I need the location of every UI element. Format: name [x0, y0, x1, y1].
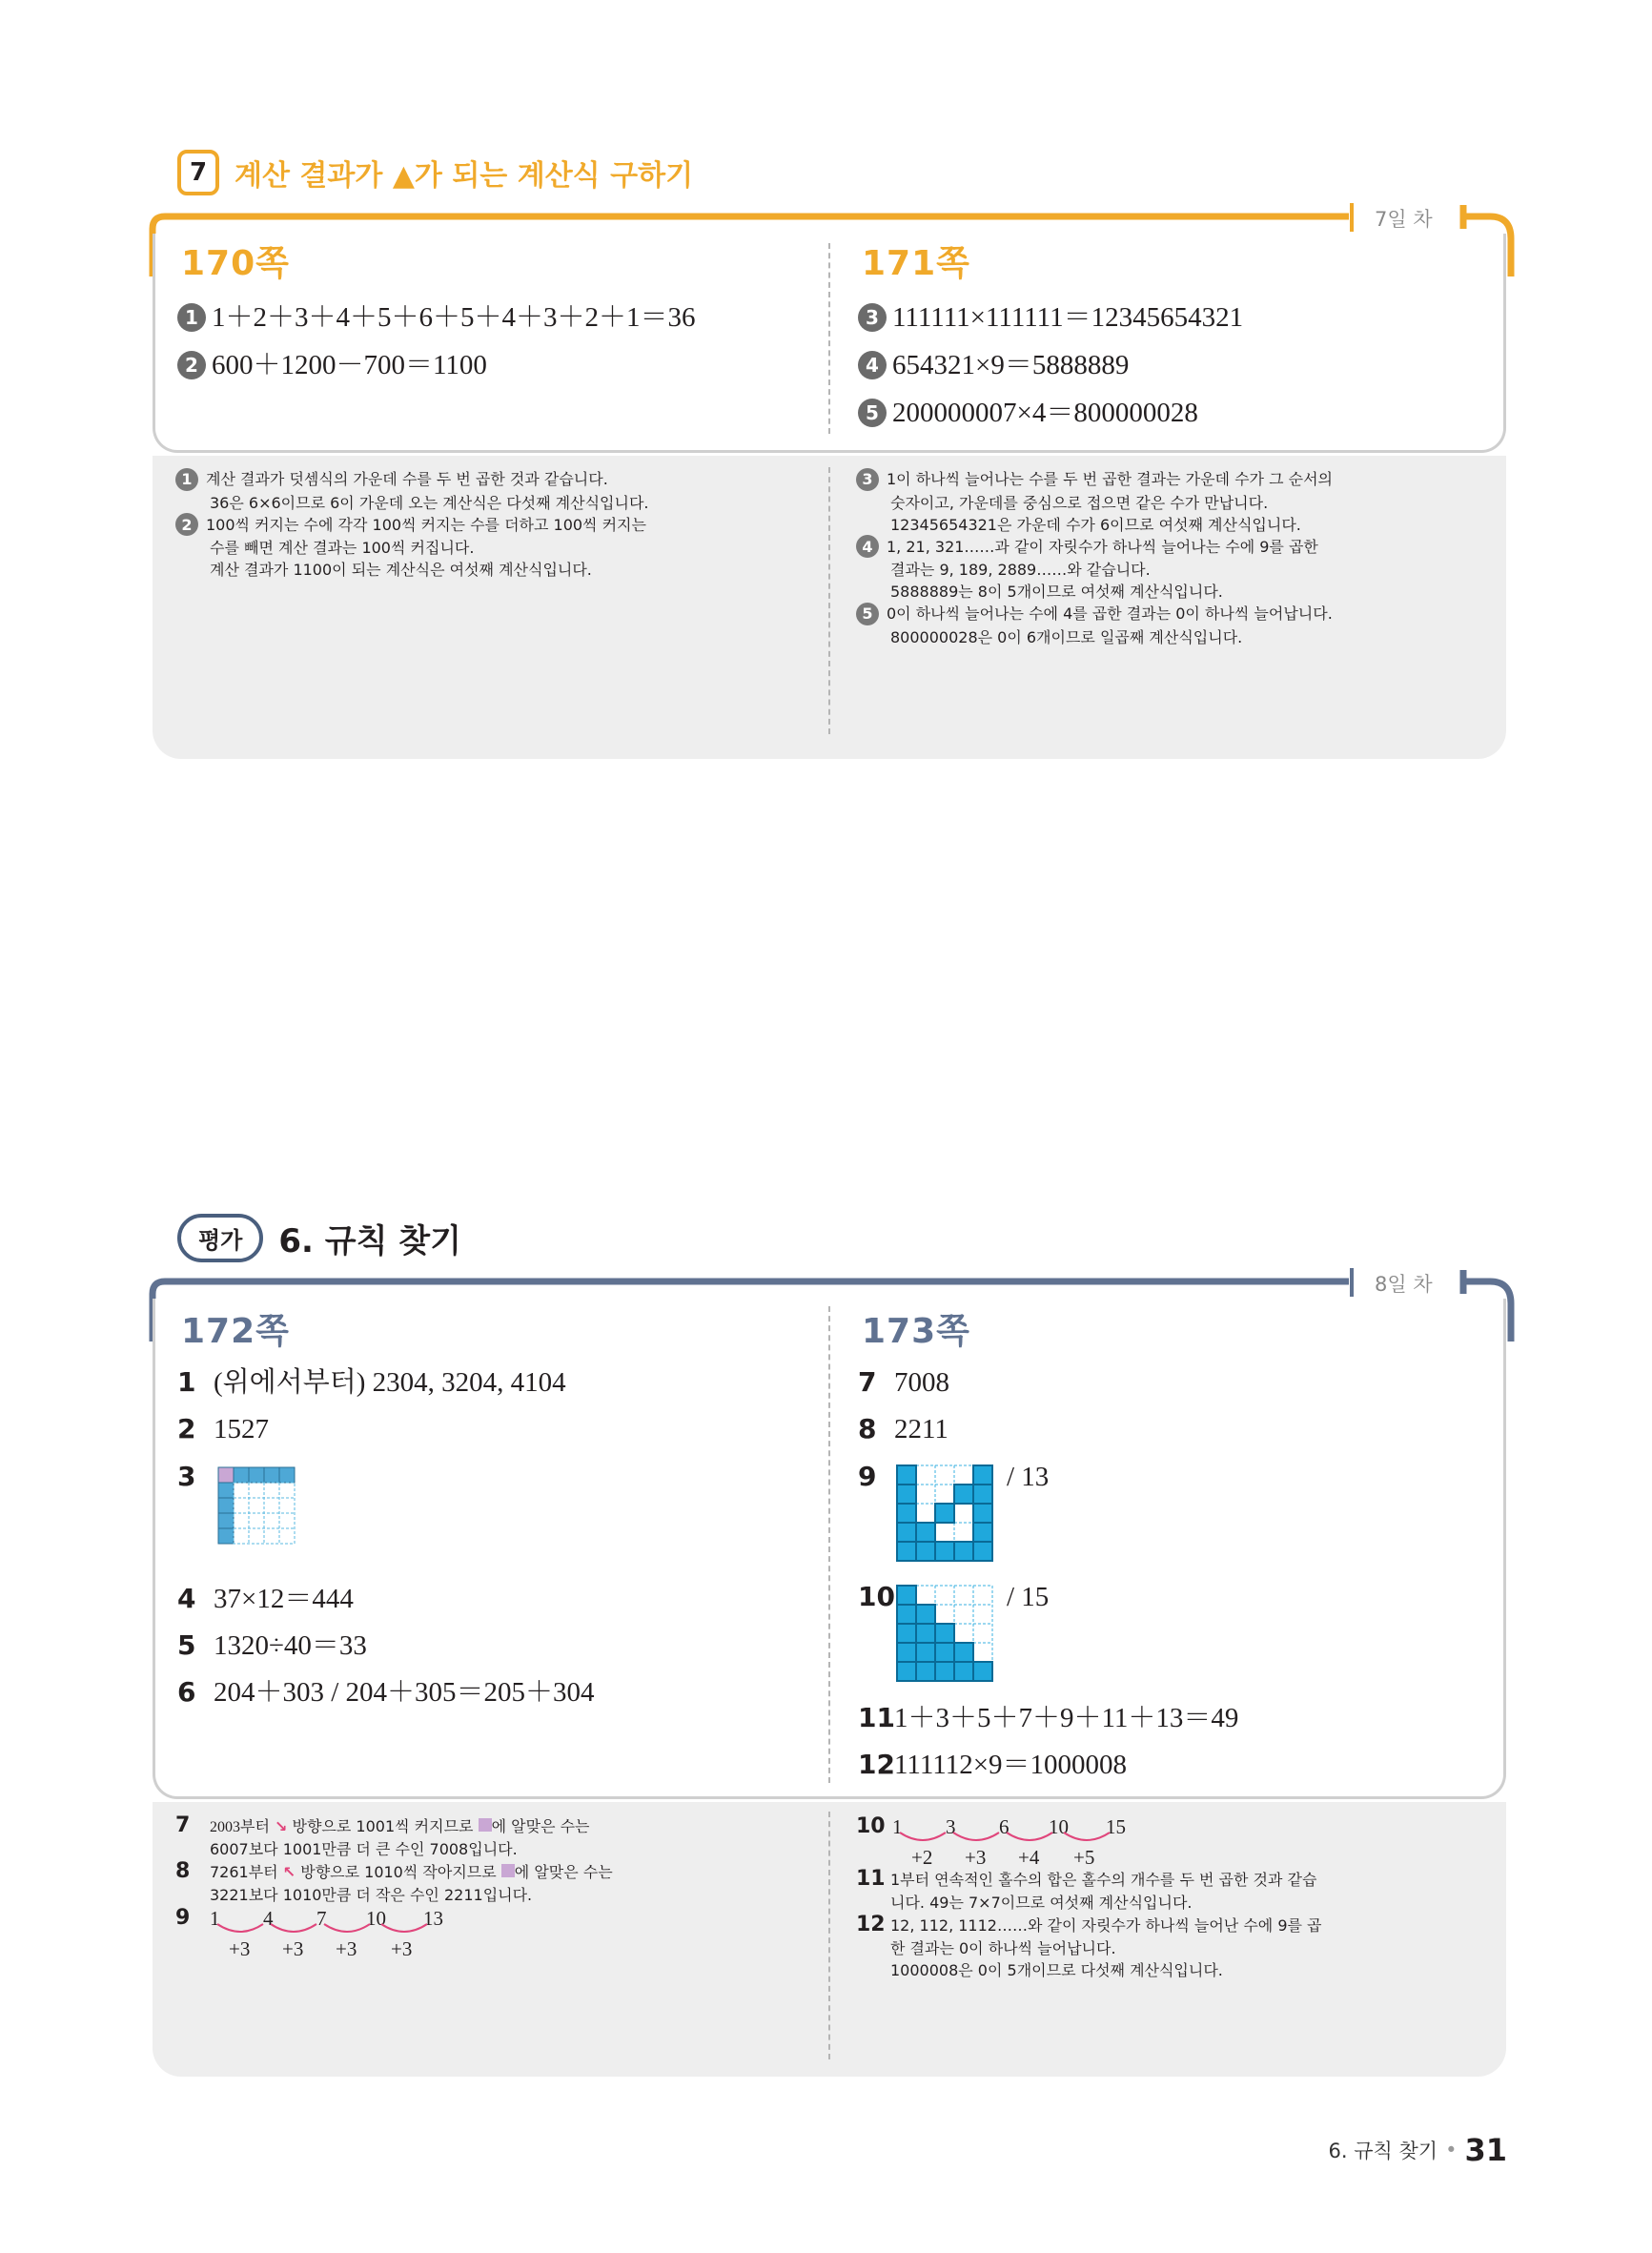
answer-item: 1 1＋2＋3＋4＋5＋6＋5＋4＋3＋2＋1＝36: [177, 294, 696, 341]
answer-item: 4 37×12＝444: [177, 1583, 354, 1614]
answer-item: 9 / 13: [858, 1461, 1050, 1492]
explanation-line: 12 12, 112, 1112……와 같이 자릿수가 하나씩 늘어난 수에 9를 곱: [856, 1913, 1322, 1936]
answer3-grid: [217, 1466, 315, 1564]
explanations-172: 7 2003부터 ↘ 방향으로 1001씩 커지므로 에 알맞은 수는 6007보다 1001만큼 더 큰 수인 7008입니다. 8 7261부터 ↖ 방향으로 1010씩 작아지므로 에 알맞은 수는 3221보다 1010만큼 더 작은 수인 2211입니다. 9 1 4 7 10 13 +3 +3 +3 +3: [175, 1813, 814, 1958]
answer-item: 1 (위에서부터) 2304, 3204, 4104: [177, 1366, 566, 1398]
answer-item: 5 1320÷40＝33: [177, 1629, 367, 1661]
page-label-170: 170쪽: [181, 244, 290, 283]
triangle-icon: ▲: [392, 159, 415, 193]
sequence-diagram: 1 3 6 10 15 +2 +3 +4 +5: [890, 1813, 1176, 1867]
explanation-line: 5 0이 하나씩 늘어나는 수에 4를 곱한 결과는 0이 하나씩 늘어납니다.: [856, 602, 1495, 625]
page-label-172: 172쪽: [181, 1312, 290, 1351]
answer-item: 6 204＋303 / 204＋305＝205＋304: [177, 1676, 595, 1708]
answer10-staircase-figure: [896, 1585, 997, 1690]
page-label-173: 173쪽: [862, 1312, 970, 1351]
arrow-up-left-icon: ↖: [282, 1863, 296, 1881]
day-label: 8일 차: [1375, 1273, 1433, 1296]
explanation-line: 2 100씩 커지는 수에 각각 100씩 커지는 수를 더하고 100씩 커지는: [175, 513, 814, 537]
eval-header: [177, 1214, 461, 1262]
day-label: 7일 차: [1375, 208, 1433, 231]
answer-item: 2 600＋1200－700＝1100: [177, 341, 696, 389]
explanation-line: 1 계산 결과가 덧셈식의 가운데 수를 두 번 곱한 것과 같습니다.: [175, 467, 814, 491]
footer-chapter: 6. 규칙 찾기: [1328, 2140, 1438, 2162]
answer-item: 7 7008: [858, 1366, 949, 1398]
answer9-staircase-figure: [896, 1464, 997, 1569]
explanation-line: 4 1, 21, 321……과 같이 자릿수가 하나씩 늘어나는 수에 9를 곱한: [856, 535, 1495, 559]
explanation-line: 11 1부터 연속적인 홀수의 합은 홀수의 개수를 두 번 곱한 것과 같습: [856, 1867, 1317, 1891]
answer-item: 8 2211: [858, 1413, 948, 1444]
answer-item: 10 / 15: [858, 1581, 1050, 1612]
explanation-line: 3 1이 하나씩 늘어나는 수를 두 번 곱한 결과는 가운데 수가 그 순서의: [856, 467, 1495, 491]
footer-bullet: •: [1445, 2139, 1458, 2161]
section-number-badge: 7: [177, 150, 219, 195]
answer-item: 12 111112×9＝1000008: [858, 1749, 1128, 1780]
page-number: 31: [1464, 2132, 1507, 2168]
answer-item: 3 111111×111111＝12345654321: [858, 294, 1243, 341]
square-icon: [479, 1818, 492, 1832]
explanations-171: 3 1이 하나씩 늘어나는 수를 두 번 곱한 결과는 가운데 수가 그 순서의 숫자이고, 가운데를 중심으로 접으면 같은 수가 만납니다. 12345654321은 가운데 수가 6이므로 여섯째 계산식입니다. 4 1, 21, 321……과 같이 자릿수가 하나씩 늘어나는 수에 9를 곱한 결과는 9, 189, 2889……와 같습니다. 5888889는 8이 5개이므로 여섯째 계산식입니다. 5 0이 하나씩 늘어나는 수에 4를 곱한 결과는 0이 하나씩 늘어납니다. 800000028은 0이 6개이므로 일곱째 계산식입니다.: [856, 467, 1495, 647]
answer3-grid-figure: [217, 1466, 315, 1567]
square-icon: [501, 1864, 515, 1877]
section7-header: [177, 150, 693, 195]
eval-title: 6. 규칙 찾기: [278, 1222, 461, 1260]
explanation-line: 10 1 3 6 10 15 +2 +3 +4 +5: [856, 1813, 1495, 1867]
explanations-173: 10 1 3 6 10 15 +2 +3 +4 +5 11 1부터 연속적인 홀수의 합은 홀수의 개수를 두 번 곱한 것과 같습 니다. 49는 7×7이므로 여섯째 계산식입니다. 12 12, 112, 1112……와 같이 자릿수가 하나씩 늘어난 수에 9를 곱 한 결과는 0이 하나씩 늘어납니다. 1000008은 0이 5개이므로 다섯째 계산식입니다.: [856, 1813, 1495, 1980]
section7-title: 계산 결과가 ▲가 되는 계산식 구하기: [235, 159, 694, 193]
explanation-line: 7 2003부터 ↘ 방향으로 1001씩 커지므로 에 알맞은 수는: [175, 1813, 590, 1837]
answer-item: 3: [177, 1461, 196, 1492]
sequence-diagram: 1 4 7 10 13 +3 +3 +3 +3: [210, 1905, 496, 1958]
answer-item: 2 1527: [177, 1413, 269, 1444]
answers-171: [858, 294, 1243, 437]
explanation-line: 9 1 4 7 10 13 +3 +3 +3 +3: [175, 1905, 814, 1958]
arrow-down-right-icon: ↘: [275, 1817, 288, 1835]
answer-item: 11 1＋3＋5＋7＋9＋11＋13＝49: [858, 1702, 1239, 1733]
explanations-170: 1 계산 결과가 덧셈식의 가운데 수를 두 번 곱한 것과 같습니다. 36은 6×6이므로 6이 가운데 오는 계산식은 다섯째 계산식입니다. 2 100씩 커지는 수에 각각 100씩 커지는 수를 더하고 100씩 커지는 수를 빼면 계산 결과는 100씩 커집니다. 계산 결과가 1100이 되는 계산식은 여섯째 계산식입니다.: [175, 467, 814, 580]
explanation-line: 8 7261부터 ↖ 방향으로 1010씩 작아지므로 에 알맞은 수는: [175, 1859, 613, 1883]
eval-badge: 평가: [177, 1214, 263, 1262]
answer-item: 5 200000007×4＝800000028: [858, 389, 1243, 437]
answer-item: 4 654321×9＝5888889: [858, 341, 1243, 389]
page-label-171: 171쪽: [862, 244, 970, 283]
page-footer: [1329, 2132, 1507, 2168]
answers-170: [177, 294, 696, 389]
